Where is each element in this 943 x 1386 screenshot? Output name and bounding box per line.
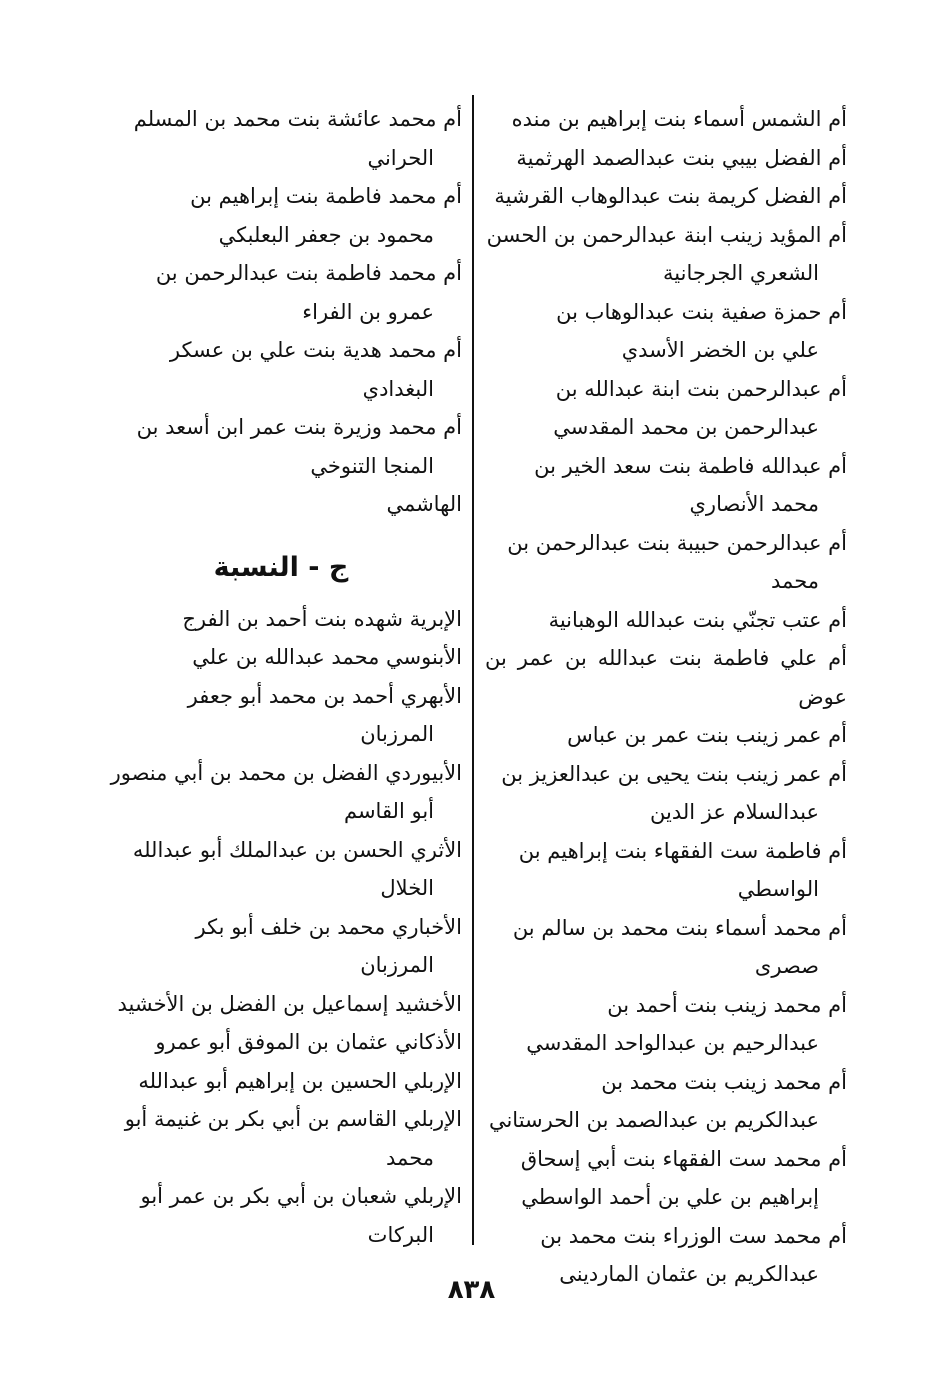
- index-entry: [485, 139, 847, 178]
- right-column: [485, 100, 847, 1294]
- index-entry: [100, 408, 462, 485]
- entry-text: أم عتب تجنّي بنت عبدالله الوهبانية: [548, 607, 847, 632]
- entry-text: أم محمد زينب بنت محمد بن: [601, 1069, 847, 1094]
- entry-text: أم عبدالرحمن حبيبة بنت عبدالرحمن بن: [507, 530, 847, 555]
- index-entry: [485, 524, 847, 601]
- entry-continuation: أبو القاسم: [343, 799, 434, 823]
- entry-continuation: المرزبان: [360, 722, 434, 746]
- index-entry: [100, 254, 462, 331]
- entry-continuation: البركات: [367, 1222, 434, 1247]
- entry-text: أم علي فاطمة بنت عبدالله بن عمر بن عوض: [485, 646, 847, 709]
- entry-continuation: إبراهيم بن علي بن أحمد الواسطي: [521, 1185, 819, 1209]
- entry-text: الأبنوسي محمد عبدالله بن علي: [192, 645, 462, 669]
- entry-continuation: المنجا التنوخي: [310, 453, 434, 478]
- index-entry: [100, 1177, 462, 1254]
- index-entry: [100, 831, 462, 908]
- entry-text: أم فاطمة ست الفقهاء بنت إبراهيم بن: [518, 838, 847, 863]
- index-entry: [100, 331, 462, 408]
- entry-text: أم عبدالله فاطمة بنت سعد الخير بن: [534, 453, 847, 478]
- entry-continuation: محمود بن جعفر البعلبكي: [218, 222, 434, 247]
- index-entry: [485, 755, 847, 832]
- entry-continuation: عمرو بن الفراء: [302, 299, 434, 324]
- entry-continuation: علي بن الخضر الأسدي: [621, 338, 819, 362]
- entry-text: الإربلي الحسين بن إبراهيم أبو عبدالله: [138, 1068, 462, 1093]
- index-entry: [485, 639, 847, 716]
- entry-text: أم عبدالرحمن بنت ابنة عبدالله بن: [555, 376, 847, 401]
- entry-continuation: محمد: [386, 1145, 434, 1170]
- entry-text: أم محمد عائشة بنت محمد بن المسلم: [133, 107, 462, 131]
- entry-text: أم محمد أسماء بنت محمد بن سالم بن: [512, 915, 847, 940]
- entry-text: الأخشيد إسماعيل بن الفضل بن الأخشيد: [117, 991, 462, 1016]
- index-entry: [485, 293, 847, 370]
- index-entry: [100, 485, 462, 524]
- left-column: [100, 100, 462, 1254]
- entry-text: أم محمد هدية بنت علي بن عسكر: [169, 338, 462, 362]
- index-entry: [100, 1062, 462, 1101]
- entry-text: أم محمد ست الفقهاء بنت أبي إسحاق: [520, 1146, 847, 1171]
- entry-continuation: عبدالكريم بن عثمان الماردينى: [559, 1262, 819, 1286]
- entry-text: أم الفضل بيبي بنت عبدالصمد الهرثمية: [516, 145, 847, 170]
- entry-continuation: صصرى: [754, 954, 819, 978]
- index-entry: [485, 447, 847, 524]
- entry-text: أم محمد زينب بنت أحمد بن: [607, 992, 847, 1017]
- column-divider: [472, 95, 474, 1245]
- entry-text: أم محمد فاطمة بنت عبدالرحمن بن: [155, 261, 462, 285]
- index-entry: [485, 909, 847, 986]
- index-entry: [485, 601, 847, 640]
- index-entry: [485, 216, 847, 293]
- entry-text: الأثري الحسن بن عبدالملك أبو عبدالله: [132, 837, 462, 862]
- index-entry: [100, 677, 462, 754]
- entry-text: الأخباري محمد بن خلف أبو بكر: [195, 914, 462, 939]
- index-entry: [100, 754, 462, 831]
- index-entry: [485, 1063, 847, 1140]
- entry-text: أم محمد فاطمة بنت إبراهيم بن: [190, 184, 462, 208]
- entry-text: أم المؤيد زينب ابنة عبدالرحمن بن الحسن: [486, 222, 847, 247]
- index-entry: [100, 1023, 462, 1062]
- index-entry: [100, 908, 462, 985]
- index-entry: [485, 1140, 847, 1217]
- left-entries-bottom: [100, 600, 462, 1255]
- index-entry: [485, 177, 847, 216]
- entry-continuation: الحراني: [367, 145, 434, 170]
- entry-text: الأبيوردي الفضل بن محمد بن أبي منصور: [110, 760, 462, 785]
- index-entry: [100, 600, 462, 639]
- index-entry: [100, 177, 462, 254]
- entry-text: أم عمر زينب بنت يحيى بن عبدالعزيز بن: [501, 761, 847, 786]
- page-number: ٨٣٨: [447, 1275, 496, 1305]
- index-entry: [485, 986, 847, 1063]
- entry-continuation: البغدادي: [362, 376, 434, 401]
- index-entry: [485, 100, 847, 139]
- entry-continuation: محمد: [771, 569, 819, 593]
- entry-continuation: عبدالرحيم بن عبدالواحد المقدسي: [526, 1031, 819, 1055]
- entry-text: أم الشمس أسماء بنت إبراهيم بن منده: [511, 107, 847, 131]
- entry-continuation: الخلال: [380, 876, 434, 900]
- entry-text: أم حمزة صفية بنت عبدالوهاب بن: [556, 299, 847, 324]
- index-entry: [485, 832, 847, 909]
- entry-text: الأذكاني عثمان بن الموفق أبو عمرو: [155, 1030, 462, 1054]
- entry-text: الإربلي القاسم بن أبي بكر بن غنيمة أبو: [124, 1107, 462, 1131]
- entry-continuation: الشعري الجرجانية: [663, 261, 819, 285]
- index-entry: [100, 100, 462, 177]
- entry-continuation: عبدالكريم بن عبدالصمد بن الحرستاني: [488, 1108, 819, 1132]
- index-entry: [100, 1100, 462, 1177]
- entry-continuation: عبدالسلام عز الدين: [650, 800, 819, 824]
- entry-text: الإبرية شهده بنت أحمد بن الفرج: [182, 606, 462, 631]
- entry-continuation: المرزبان: [360, 953, 434, 977]
- entry-continuation: الواسطي: [737, 877, 819, 901]
- index-entry: [100, 985, 462, 1024]
- entry-text: الإربلي شعبان بن أبي بكر بن عمر أبو: [140, 1184, 462, 1208]
- index-entry: [100, 638, 462, 677]
- entry-continuation: عبدالرحمن بن محمد المقدسي: [553, 415, 819, 439]
- entry-text: أم عمر زينب بنت عمر بن عباس: [567, 723, 847, 747]
- entry-text: أم محمد ست الوزراء بنت محمد بن: [540, 1223, 847, 1248]
- index-entry: [485, 370, 847, 447]
- entry-text: أم محمد وزيرة بنت عمر ابن أسعد بن: [136, 415, 462, 439]
- index-entry: [485, 716, 847, 755]
- section-title: ج - النسبة: [213, 551, 349, 583]
- entry-text: الأبهري أحمد بن محمد أبو جعفر: [187, 683, 462, 708]
- left-entries-top: [100, 100, 462, 524]
- entry-continuation: محمد الأنصاري: [689, 492, 819, 516]
- entry-text: الهاشمي: [386, 492, 462, 516]
- entry-text: أم الفضل كريمة بنت عبدالوهاب القرشية: [494, 184, 847, 208]
